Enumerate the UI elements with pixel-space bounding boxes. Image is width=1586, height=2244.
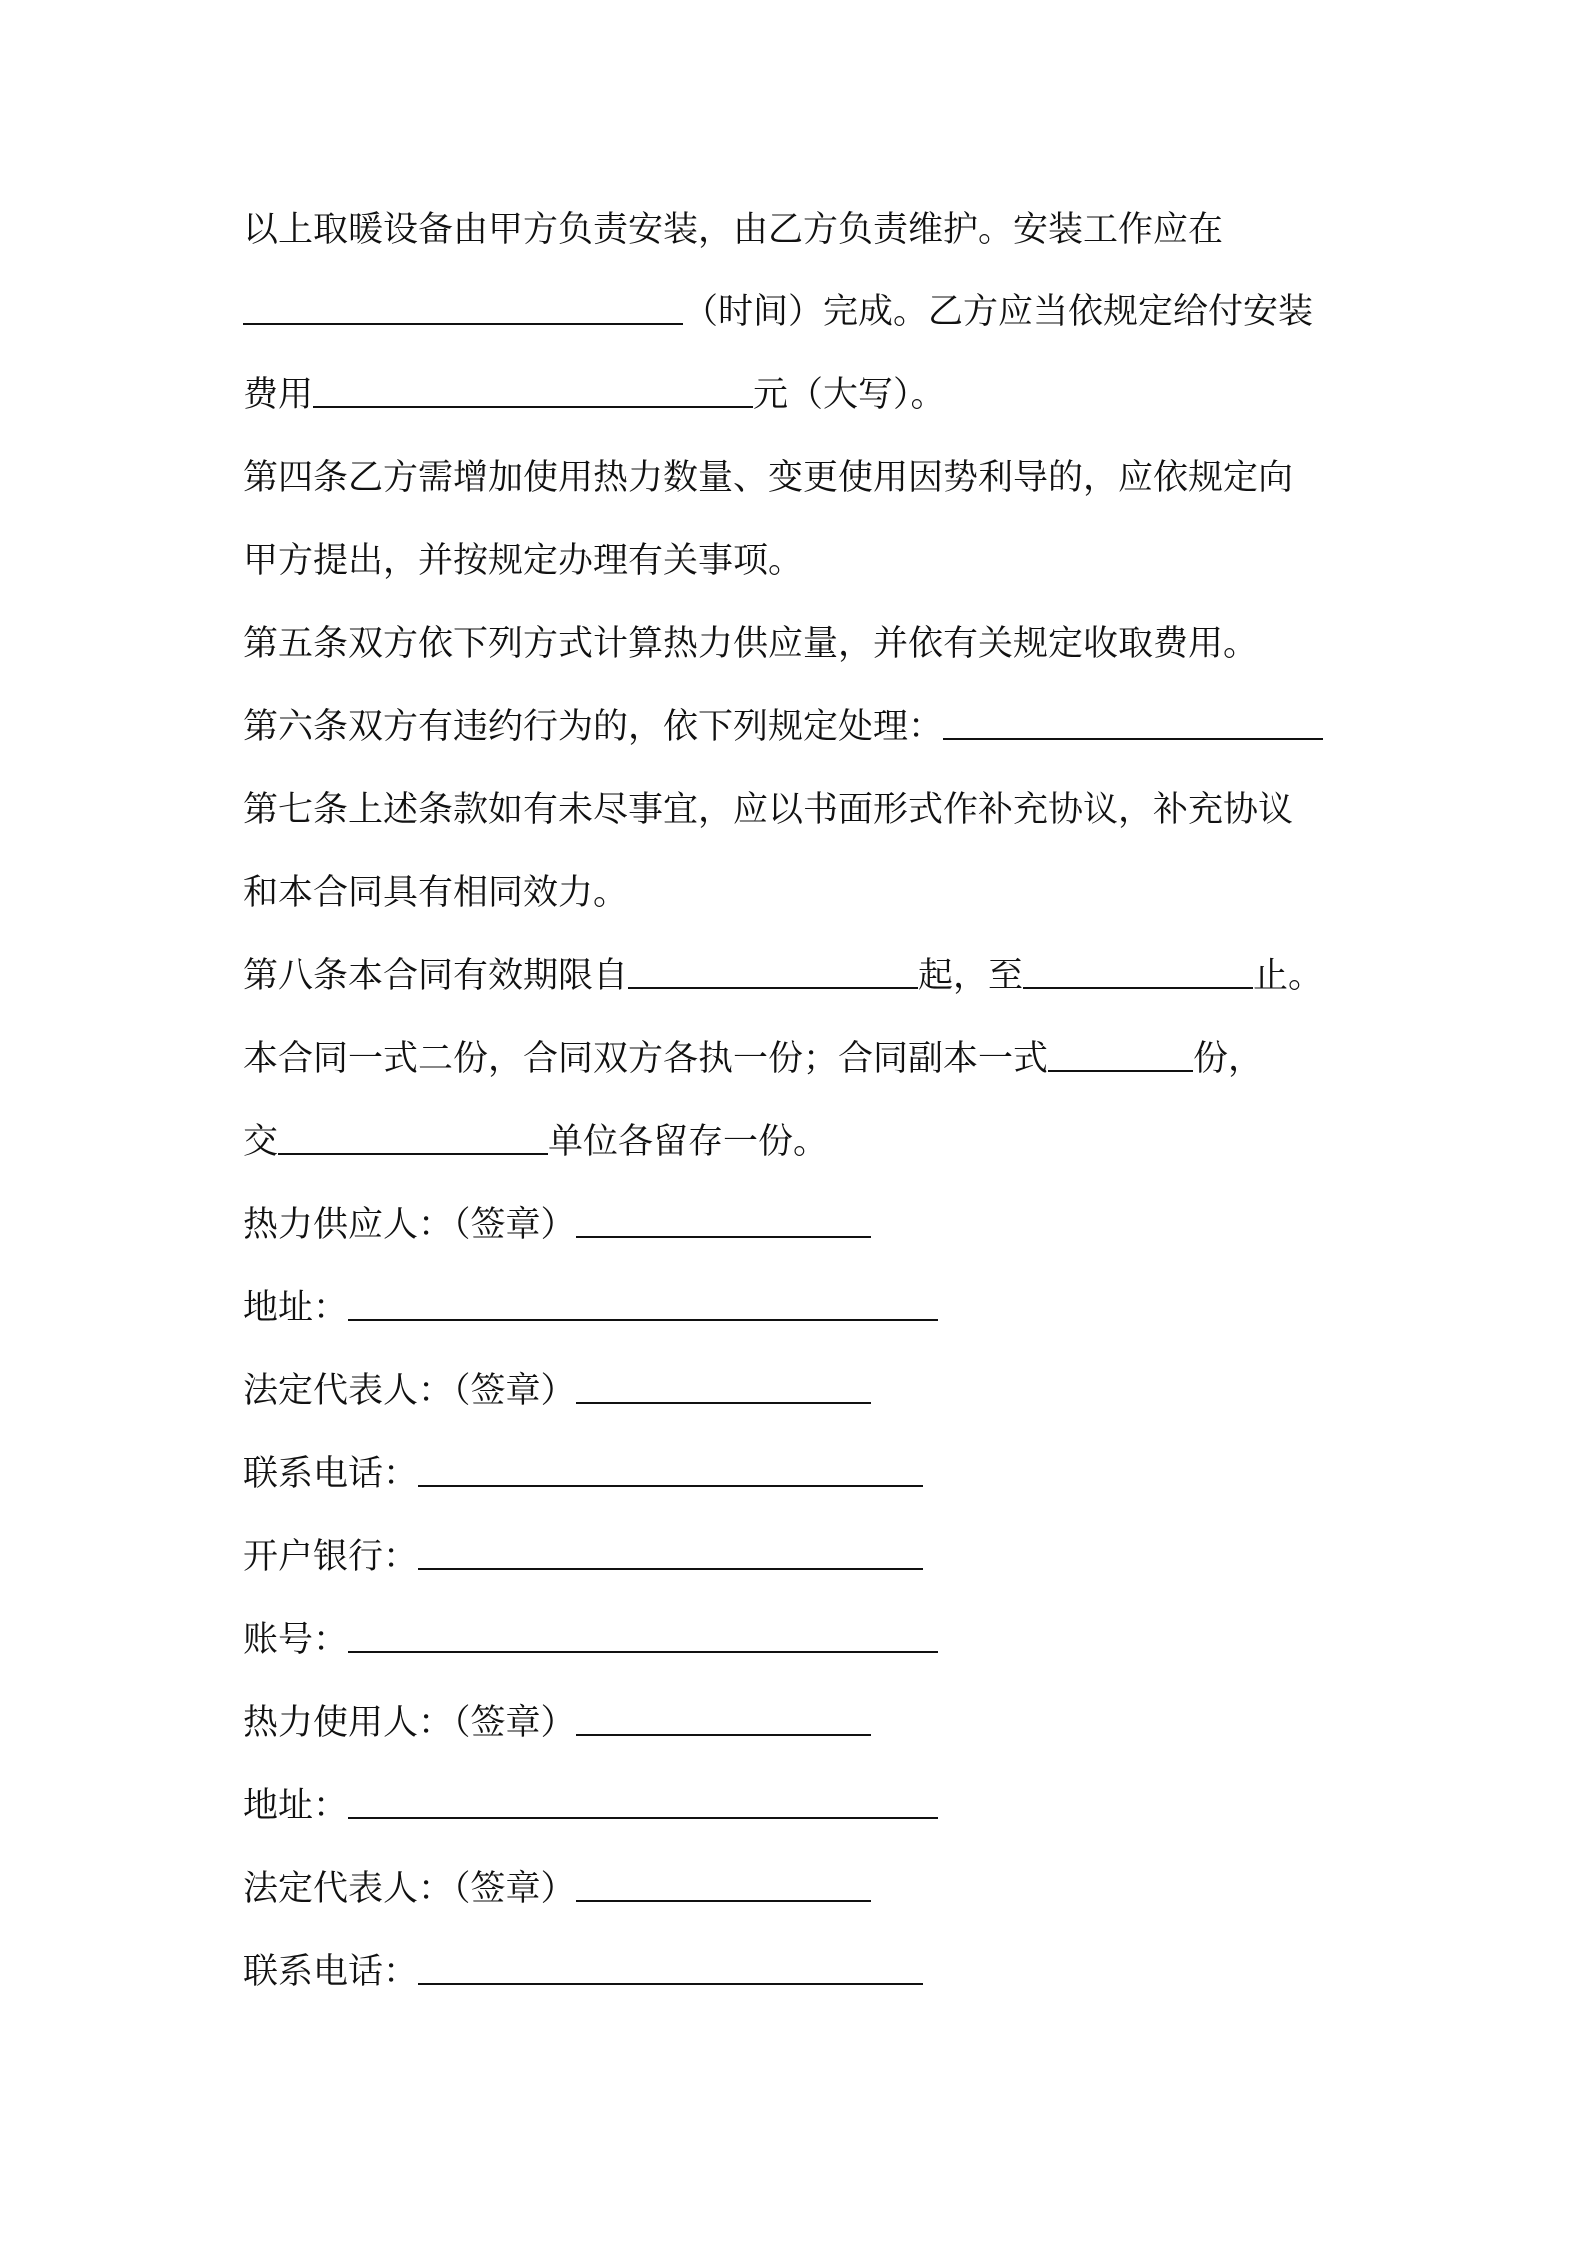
- fill-in-blank[interactable]: [348, 1319, 938, 1321]
- line-text: 法定代表人：（签章）: [243, 1371, 576, 1411]
- fill-in-blank[interactable]: [576, 1734, 871, 1736]
- document-line: [243, 1515, 923, 1599]
- line-text: （时间）完成。乙方应当依规定给付安装: [683, 292, 1314, 332]
- fill-in-blank[interactable]: [348, 1817, 938, 1819]
- line-text: 开户银行：: [243, 1537, 419, 1577]
- document-line: [243, 1432, 923, 1516]
- fill-in-blank[interactable]: [418, 1485, 923, 1487]
- document-line: [243, 1349, 871, 1433]
- document-line: [243, 188, 1223, 272]
- line-text: 元（大写）。: [753, 375, 946, 415]
- fill-in-blank[interactable]: [278, 1153, 548, 1155]
- line-text: 法定代表人：（签章）: [243, 1869, 576, 1909]
- line-text: 本合同一式二份，合同双方各执一份；合同副本一式: [243, 1039, 1049, 1079]
- line-text: 第六条双方有违约行为的，依下列规定处理：: [243, 707, 944, 747]
- line-text: 甲方提出，并按规定办理有关事项。: [243, 541, 804, 581]
- line-text: 份，: [1193, 1039, 1264, 1079]
- fill-in-blank[interactable]: [628, 987, 918, 989]
- document-line: [243, 436, 1293, 520]
- document-line: [243, 1266, 938, 1350]
- fill-in-blank[interactable]: [576, 1402, 871, 1404]
- document-line: [243, 851, 628, 935]
- document-line: [243, 1598, 938, 1682]
- fill-in-blank[interactable]: [576, 1900, 871, 1902]
- line-text: 账号：: [243, 1620, 349, 1660]
- document-line: [243, 1017, 1263, 1101]
- document-line: [243, 602, 1258, 686]
- fill-in-blank[interactable]: [418, 1568, 923, 1570]
- fill-in-blank[interactable]: [243, 323, 683, 325]
- fill-in-blank[interactable]: [1048, 1070, 1193, 1072]
- line-text: 费用: [243, 375, 314, 415]
- line-text: 联系电话：: [243, 1454, 419, 1494]
- line-text: 和本合同具有相同效力。: [243, 873, 629, 913]
- line-text: 热力使用人：（签章）: [243, 1703, 576, 1743]
- document-line: [243, 1764, 938, 1848]
- line-text: 热力供应人：（签章）: [243, 1205, 576, 1245]
- document-line: [243, 685, 1323, 769]
- fill-in-blank[interactable]: [418, 1983, 923, 1985]
- document-line: [243, 270, 1313, 354]
- line-text: 第七条上述条款如有未尽事宜，应以书面形式作补充协议，补充协议: [243, 790, 1294, 830]
- line-text: 地址：: [243, 1786, 349, 1826]
- document-line: [243, 1681, 871, 1765]
- fill-in-blank[interactable]: [576, 1236, 871, 1238]
- line-text: 单位各留存一份。: [548, 1122, 829, 1162]
- fill-in-blank[interactable]: [1023, 987, 1253, 989]
- fill-in-blank[interactable]: [313, 406, 753, 408]
- line-text: 第五条双方依下列方式计算热力供应量，并依有关规定收取费用。: [243, 624, 1259, 664]
- fill-in-blank[interactable]: [348, 1651, 938, 1653]
- document-line: [243, 1183, 871, 1267]
- line-text: 止。: [1253, 956, 1324, 996]
- line-text: 交: [243, 1122, 279, 1162]
- line-text: 地址：: [243, 1288, 349, 1328]
- document-line: [243, 1100, 828, 1184]
- line-text: 起，至: [918, 956, 1024, 996]
- line-text: 第四条乙方需增加使用热力数量、变更使用因势利导的，应依规定向: [243, 458, 1294, 498]
- document-line: [243, 934, 1323, 1018]
- line-text: 联系电话：: [243, 1952, 419, 1992]
- line-text: 第八条本合同有效期限自: [243, 956, 629, 996]
- line-text: 以上取暖设备由甲方负责安装，由乙方负责维护。安装工作应在: [243, 210, 1224, 250]
- document-line: [243, 353, 946, 437]
- fill-in-blank[interactable]: [943, 738, 1323, 740]
- document-line: [243, 1847, 871, 1931]
- document-line: [243, 519, 803, 603]
- document-line: [243, 1930, 923, 2014]
- document-line: [243, 768, 1293, 852]
